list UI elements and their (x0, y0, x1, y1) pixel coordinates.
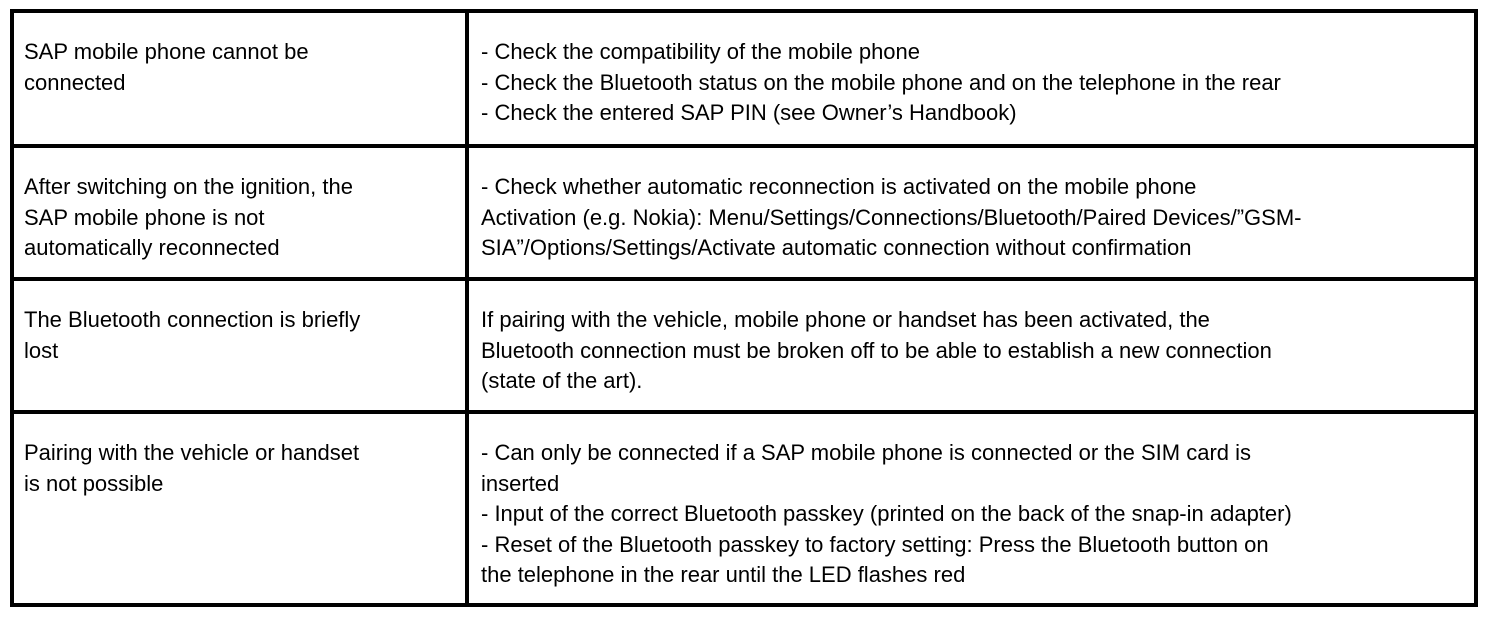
solution-text: Activation (e.g. Nokia): Menu/Settings/Connections/Bluetooth/Paired Devices/”GSM- (481, 204, 1302, 230)
problem-text: connected (24, 69, 126, 95)
solution-text: (state of the art). (481, 368, 643, 393)
solution-text: - Check whether automatic reconnection is activated on the mobile phone (481, 174, 1197, 199)
solution-cell (467, 279, 1474, 412)
solution-text: - Check the compatibility of the mobile phone (481, 39, 921, 64)
solution-text: - Can only be connected if a SAP mobile phone is connected or the SIM card is (481, 440, 1252, 465)
solution-cell (467, 412, 1474, 603)
table-row (14, 279, 1474, 412)
problem-cell (14, 412, 467, 603)
solution-text: the telephone in the rear until the LED flashes red (481, 562, 966, 587)
problem-text: is not possible (24, 470, 164, 496)
solution-text: SIA”/Options/Settings/Activate automatic connection without confirmation (481, 235, 1192, 260)
troubleshooting-grid (14, 13, 1474, 603)
solution-text: - Input of the correct Bluetooth passkey (printed on the back of the snap-in adapter) (481, 501, 1292, 526)
solution-text: - Reset of the Bluetooth passkey to factory setting: Press the Bluetooth button on (481, 531, 1269, 557)
problem-text: lost (24, 337, 59, 363)
problem-text: The Bluetooth connection is briefly (24, 307, 361, 332)
table-row (14, 412, 1474, 603)
problem-text: Pairing with the vehicle or handset (24, 440, 360, 465)
solution-text: - Check the Bluetooth status on the mobile phone and on the telephone in the rear (481, 69, 1281, 95)
solution-text: If pairing with the vehicle, mobile phone or handset has been activated, the (481, 307, 1210, 332)
problem-cell (14, 279, 467, 412)
problem-text: SAP mobile phone cannot be (24, 39, 309, 64)
solution-cell (467, 13, 1474, 146)
solution-text: inserted (481, 470, 560, 496)
solution-text: Bluetooth connection must be broken off to be able to establish a new connection (481, 337, 1272, 363)
solution-cell (467, 146, 1474, 279)
table-row (14, 13, 1474, 146)
table-row (14, 146, 1474, 279)
solution-text: - Check the entered SAP PIN (see Owner’s Handbook) (481, 100, 1017, 125)
problem-text: SAP mobile phone is not (24, 204, 265, 230)
troubleshooting-table (10, 9, 1478, 607)
problem-cell (14, 13, 467, 146)
problem-text: automatically reconnected (24, 235, 280, 260)
problem-text: After switching on the ignition, the (24, 174, 353, 199)
problem-cell (14, 146, 467, 279)
